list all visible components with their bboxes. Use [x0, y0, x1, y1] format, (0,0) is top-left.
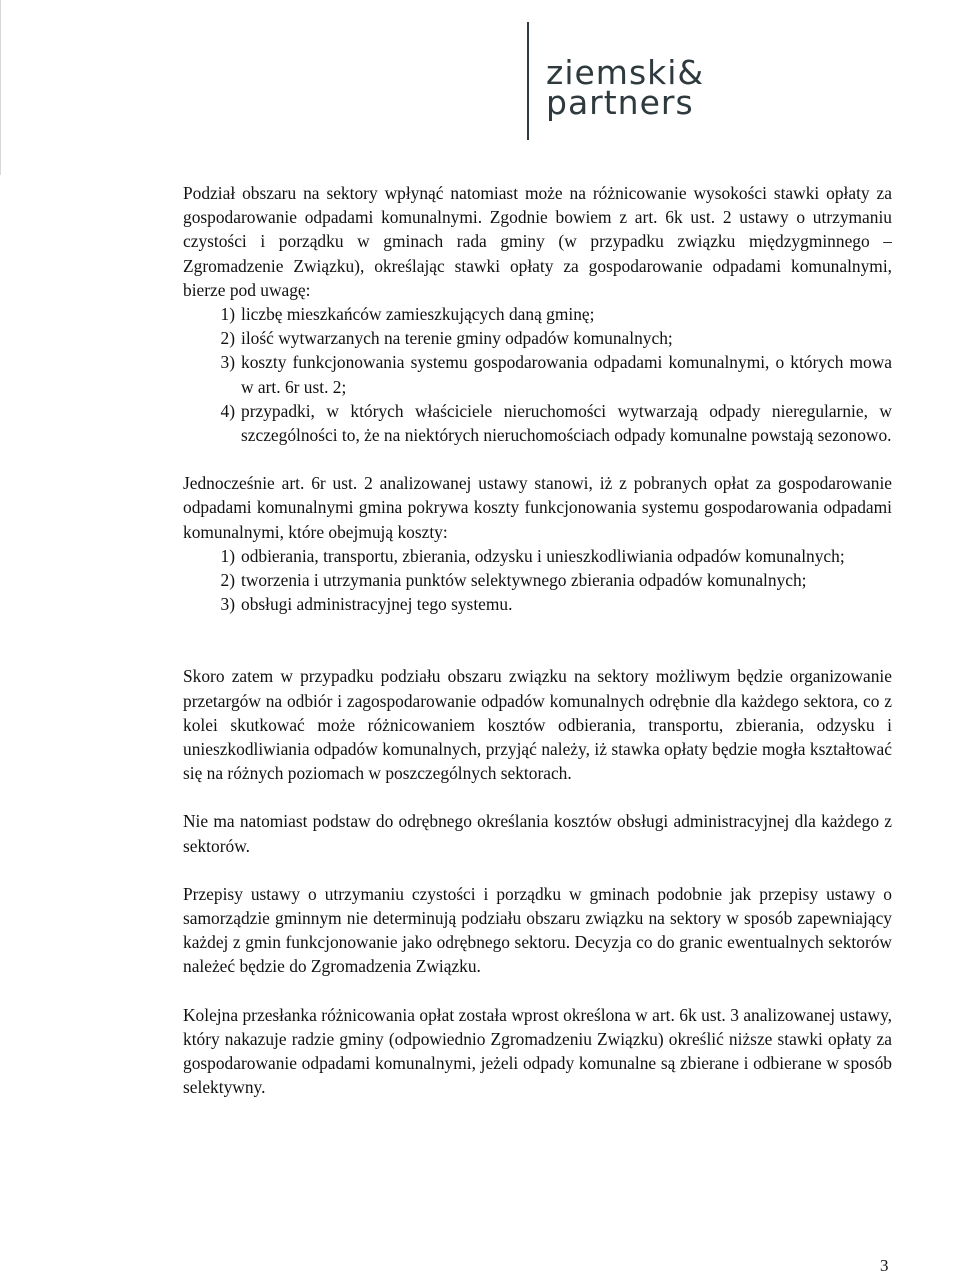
- section2-list: [183, 544, 892, 617]
- logo-line-1: ziemski&: [546, 53, 705, 92]
- section1-intro: Podział obszaru na sektory wpłynąć natomiast może na różnicowanie wysokości stawki opłaty za gospodarowanie odpadami komunalnymi. Zgodnie bowiem z art. 6k ust. 2 ustawy o utrzymaniu czystości i porządku w gminach rada gminy (w przypadku związku międzygminnego – Zgromadzenie Związku), określając stawki opłaty za gospodarowanie odpadami komunalnymi, bierze pod uwagę:: [183, 183, 892, 300]
- list-item: [183, 302, 892, 326]
- list-text: przypadki, w których właściciele nieruchomości wytwarzają odpady nieregularnie, w szczególności to, że na niektórych nieruchomościach odpady komunalne powstają sezonowo.: [241, 400, 892, 446]
- logo-divider: [527, 22, 529, 140]
- section2-intro: Jednocześnie art. 6r ust. 2 analizowanej ustawy stanowi, iż z pobranych opłat za gospodarowanie odpadami komunalnymi gmina pokrywa koszty funkcjonowania systemu gospodarowania odpadami komunalnymi, które obejmują koszty:: [183, 473, 892, 542]
- page-number: 3: [880, 1256, 889, 1275]
- list-item: [183, 568, 892, 592]
- company-logo: [546, 53, 705, 122]
- page-edge-line: [0, 0, 1, 175]
- list-item: [183, 326, 892, 350]
- list-text: odbierania, transportu, zbierania, odzysku i unieszkodliwiania odpadów komunalnych;: [241, 545, 845, 566]
- list-item: [183, 399, 892, 447]
- list-item: [183, 544, 892, 568]
- list-number: 3): [220, 352, 235, 373]
- list-item: [183, 592, 892, 616]
- list-text: liczbę mieszkańców zamieszkujących daną gminę;: [241, 304, 595, 325]
- list-text: ilość wytwarzanych na terenie gminy odpadów komunalnych;: [241, 328, 673, 349]
- list-item: [183, 350, 892, 398]
- section1-list: [183, 302, 892, 447]
- logo-line-2: partners: [546, 83, 694, 122]
- paragraph-2: Nie ma natomiast podstaw do odrębnego określania kosztów obsługi administracyjnej dla każdego z sektorów.: [183, 811, 892, 856]
- list-text: tworzenia i utrzymania punktów selektywnego zbierania odpadów komunalnych;: [241, 570, 807, 591]
- list-number: 1): [220, 304, 235, 325]
- list-text: obsługi administracyjnej tego systemu.: [241, 594, 513, 615]
- paragraph-4: Kolejna przesłanka różnicowania opłat została wprost określona w art. 6k ust. 3 analizowanej ustawy, który nakazuje radzie gminy (odpowiednio Zgromadzeniu Związku) określić niższe stawki opłaty za gospodarowanie odpadami komunalnymi, jeżeli odpady komunalne są zbierane i odbierane w sposób selektywny.: [183, 1004, 892, 1098]
- document-body: [183, 181, 892, 1100]
- paragraph-1: Skoro zatem w przypadku podziału obszaru związku na sektory możliwym będzie organizowanie przetargów na odbiór i zagospodarowanie odpadów komunalnych odrębnie dla każdego sektora, co z kolei skutkować może różnicowaniem kosztów odbierania, transportu, zbierania, odzysku i unieszkodliwiania odpadów komunalnych, przyjąć należy, iż stawka opłaty będzie mogła kształtować się na różnych poziomach w poszczególnych sektorach.: [183, 666, 892, 784]
- list-text: koszty funkcjonowania systemu gospodarowania odpadami komunalnymi, o których mowa w art. 6r ust. 2;: [241, 352, 892, 397]
- list-number: 1): [220, 545, 235, 566]
- list-number: 3): [220, 594, 235, 615]
- list-number: 2): [220, 570, 235, 591]
- paragraph-3: Przepisy ustawy o utrzymaniu czystości i porządku w gminach podobnie jak przepisy ustawy o samorządzie gminnym nie determinują podziału obszaru związku na sektory w sposób zapewniający każdej z gmin funkcjonowanie jako odrębnego sektoru. Decyzja co do granic ewentualnych sektorów należeć będzie do Zgromadzenia Związku.: [183, 883, 892, 977]
- list-number: 4): [220, 400, 235, 421]
- list-number: 2): [220, 328, 235, 349]
